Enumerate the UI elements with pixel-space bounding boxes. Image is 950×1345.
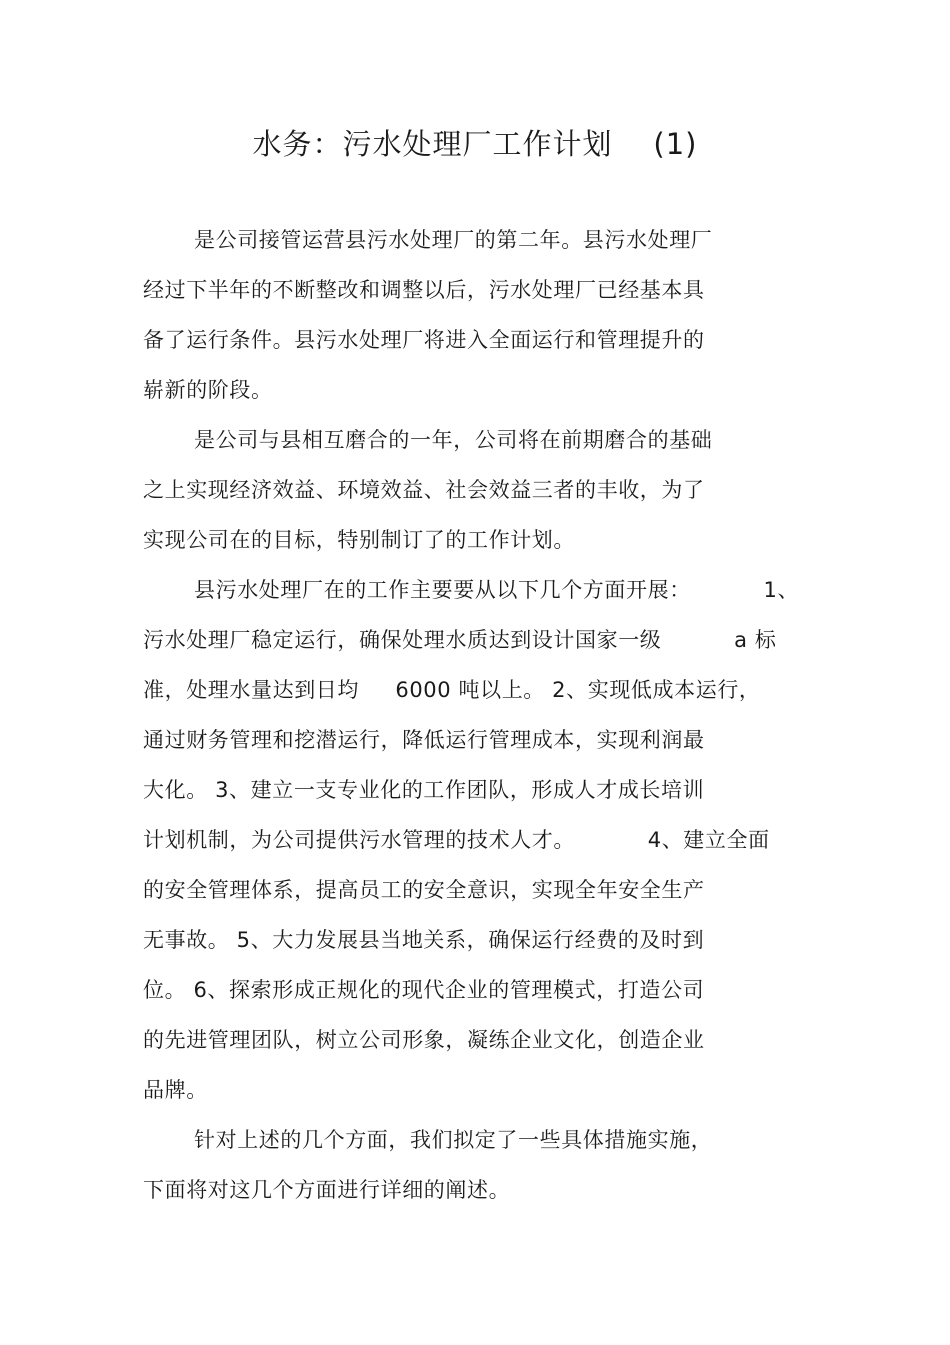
- paragraph-3-line-6: 计划机制，为公司提供污水管理的技术人才。 4、建立全面: [143, 828, 770, 852]
- paragraph-3-line-7: 的安全管理体系，提高员工的安全意识，实现全年安全生产: [143, 878, 705, 902]
- paragraph-1-line-2: 经过下半年的不断整改和调整以后，污水处理厂已经基本具: [143, 278, 705, 302]
- paragraph-4-line-1: 针对上述的几个方面，我们拟定了一些具体措施实施，: [194, 1128, 713, 1152]
- paragraph-1-line-1: 是公司接管运营县污水处理厂的第二年。县污水处理厂: [194, 228, 713, 252]
- paragraph-3-line-10: 的先进管理团队，树立公司形象，凝练企业文化，创造企业: [143, 1028, 705, 1052]
- paragraph-3-line-5: 大化。 3、建立一支专业化的工作团队，形成人才成长培训: [143, 778, 705, 802]
- paragraph-2-line-3: 实现公司在的目标，特别制订了的工作计划。: [143, 528, 575, 552]
- paragraph-2-line-1: 是公司与县相互磨合的一年，公司将在前期磨合的基础: [194, 428, 713, 452]
- paragraph-3-line-1: 县污水处理厂在的工作主要要从以下几个方面开展： 1、: [194, 578, 800, 602]
- document-title: 水务：污水处理厂工作计划 (1): [252, 127, 698, 161]
- paragraph-1-line-4: 崭新的阶段。: [143, 378, 273, 402]
- paragraph-3-line-4: 通过财务管理和挖潜运行，降低运行管理成本，实现利润最: [143, 728, 705, 752]
- paragraph-3-line-9: 位。 6、探索形成正规化的现代企业的管理模式，打造公司: [143, 978, 705, 1002]
- paragraph-2-line-2: 之上实现经济效益、环境效益、社会效益三者的丰收，为了: [143, 478, 705, 502]
- paragraph-3-line-11: 品牌。: [143, 1078, 208, 1102]
- paragraph-1-line-3: 备了运行条件。县污水处理厂将进入全面运行和管理提升的: [143, 328, 705, 352]
- paragraph-3-line-3: 准，处理水量达到日均 6000 吨以上。 2、实现低成本运行，: [143, 678, 761, 702]
- paragraph-3-line-8: 无事故。 5、大力发展县当地关系，确保运行经费的及时到: [143, 928, 705, 952]
- paragraph-4-line-2: 下面将对这几个方面进行详细的阐述。: [143, 1178, 511, 1202]
- paragraph-3-line-2: 污水处理厂稳定运行，确保处理水质达到设计国家一级 a 标: [143, 628, 777, 652]
